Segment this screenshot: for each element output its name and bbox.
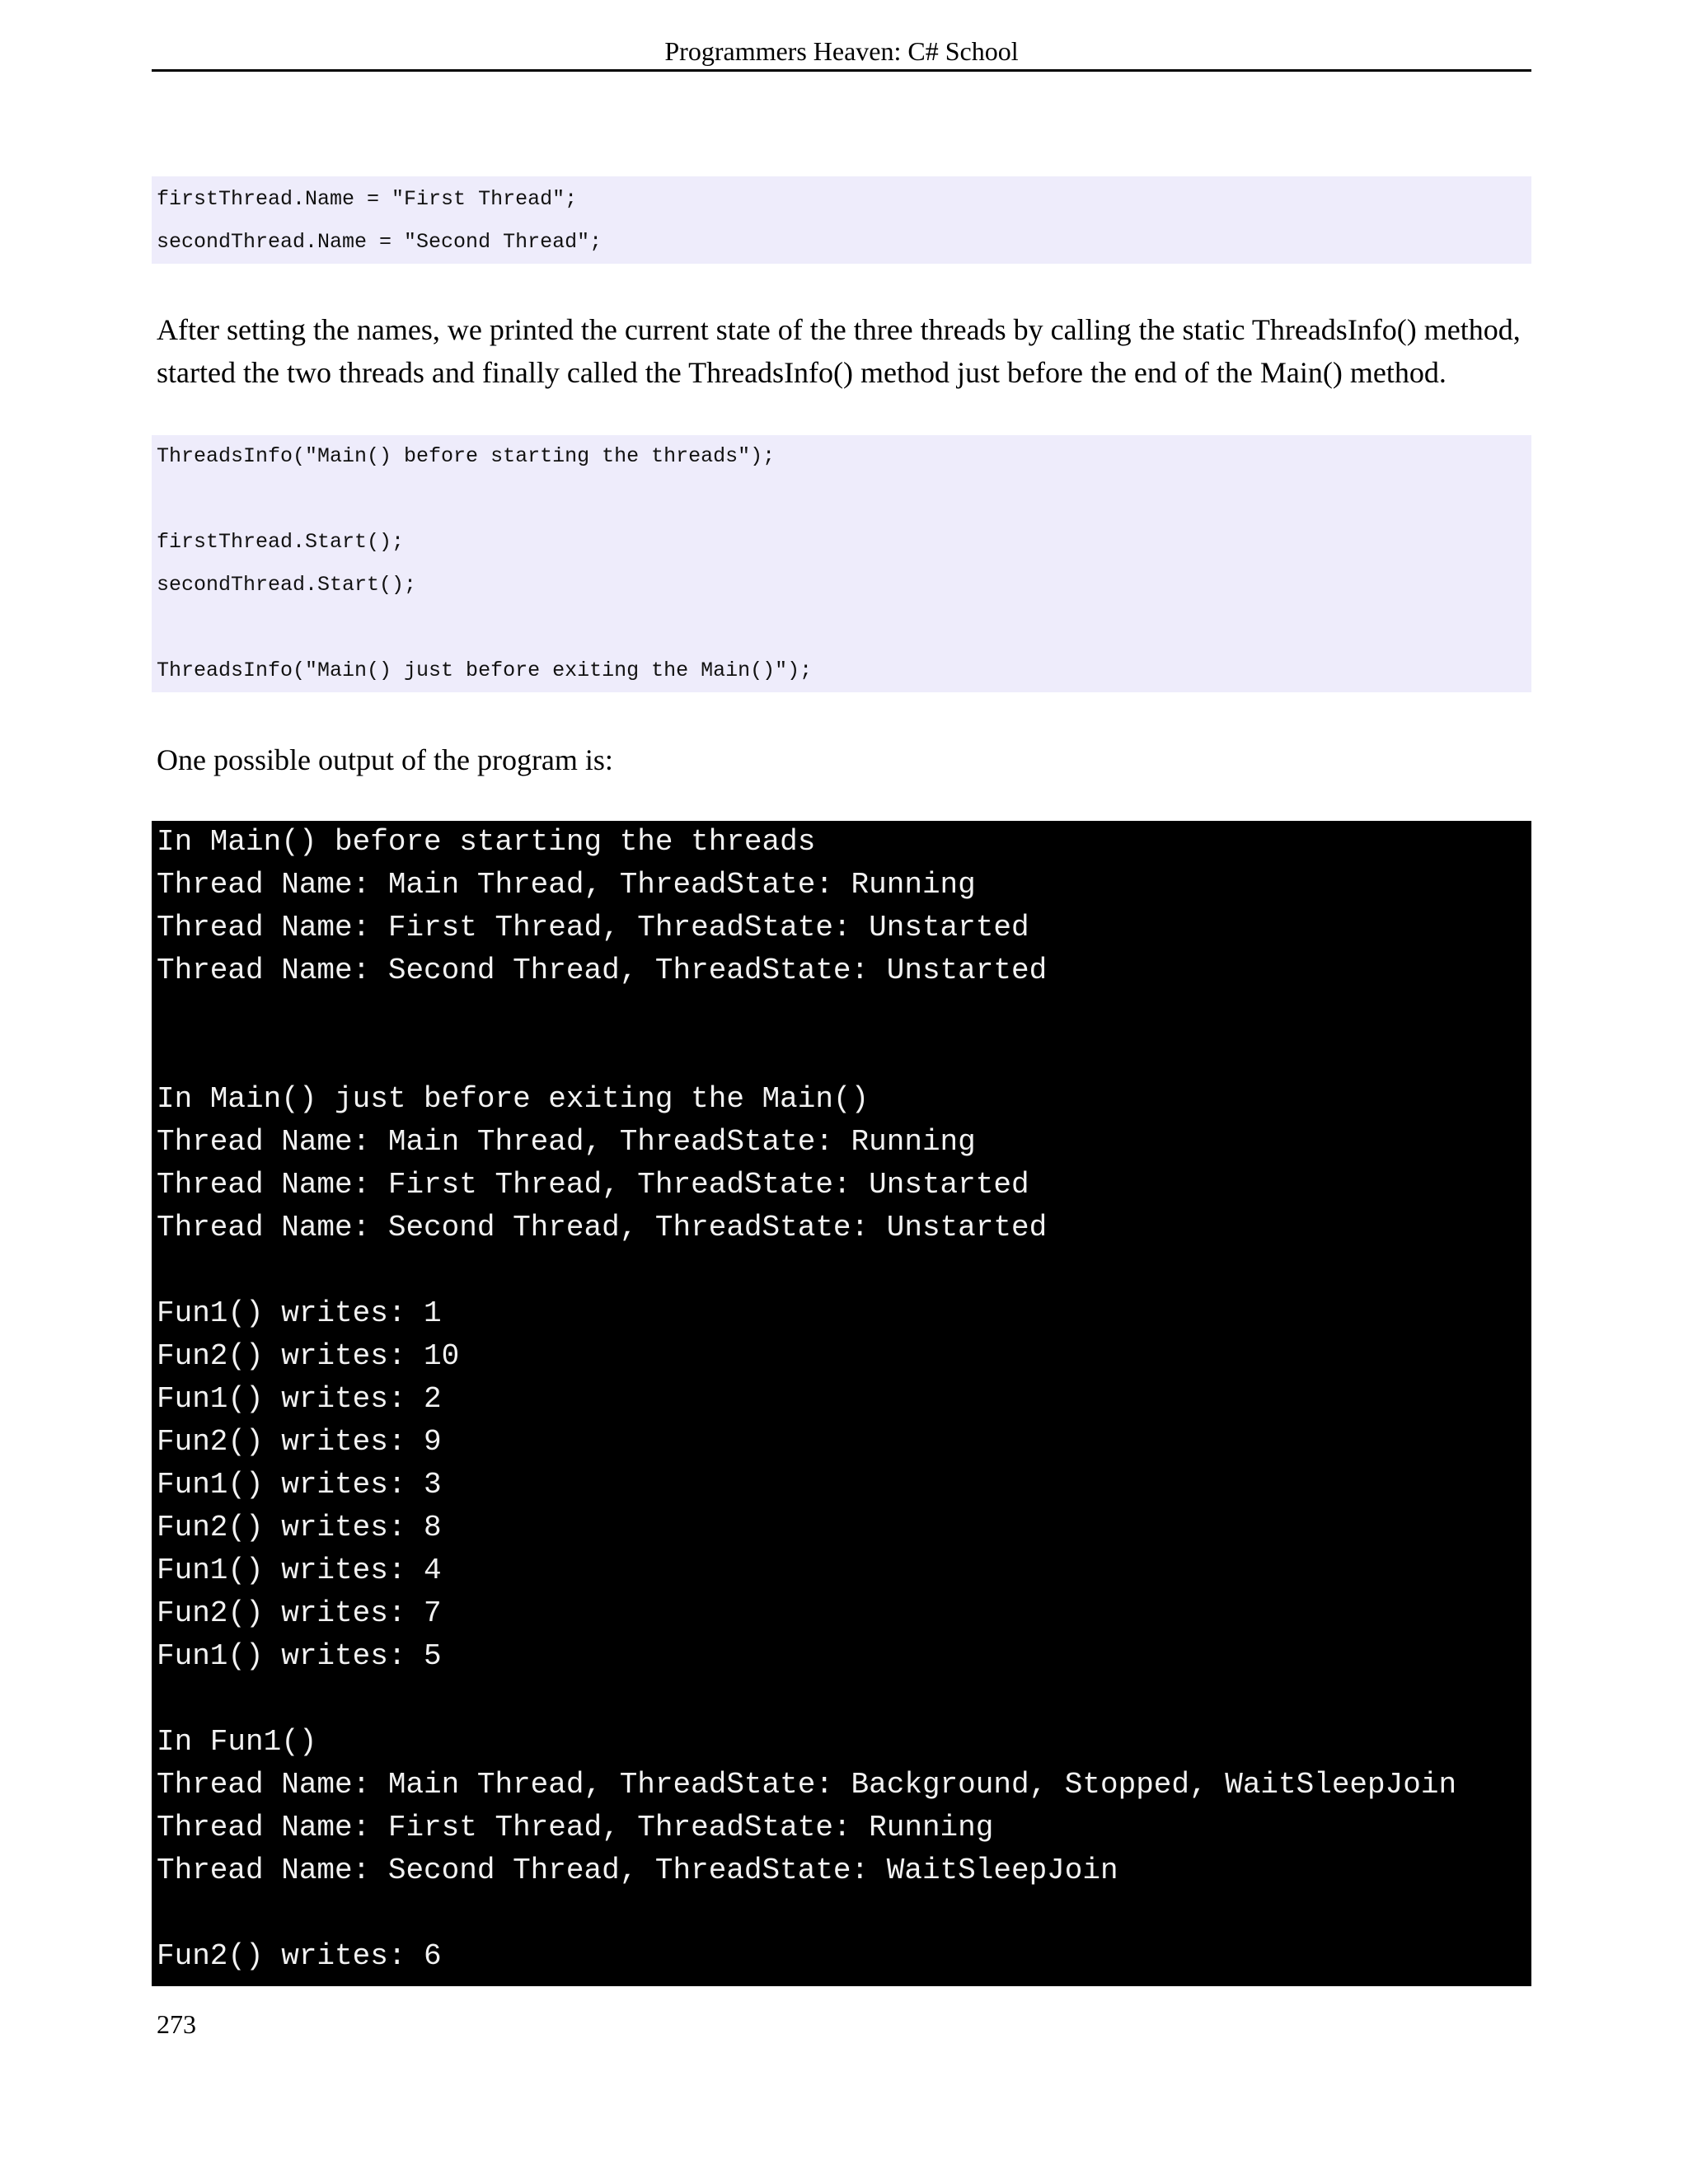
- code-line: [157, 607, 1526, 649]
- code-line: secondThread.Start();: [157, 573, 417, 597]
- console-line: [157, 992, 1526, 1035]
- console-output: [152, 821, 1531, 1986]
- page-number: 273: [157, 2009, 196, 2039]
- header-divider: [152, 69, 1531, 72]
- console-line: Thread Name: Main Thread, ThreadState: Running: [157, 868, 976, 902]
- console-line: Thread Name: First Thread, ThreadState: Running: [157, 1811, 994, 1844]
- console-line: In Fun1(): [157, 1725, 317, 1759]
- console-line: In Main() just before exiting the Main(): [157, 1082, 870, 1116]
- console-line: In Main() before starting the threads: [157, 825, 816, 859]
- console-line: Thread Name: Second Thread, ThreadState: Unstarted: [157, 1211, 1048, 1244]
- console-line: Fun1() writes: 2: [157, 1382, 442, 1416]
- code-block-start-threads: [152, 435, 1531, 692]
- console-line: [157, 1678, 1526, 1721]
- paragraph-threadsinfo-explanation: After setting the names, we printed the current state of the three threads by calling the static ThreadsInfo() method, started the two threads and finally called the ThreadsInfo() method just before the end of the Main() method.: [157, 313, 1521, 389]
- code-line: firstThread.Start();: [157, 530, 405, 554]
- console-line: Fun2() writes: 10: [157, 1339, 460, 1373]
- console-line: Thread Name: Main Thread, ThreadState: Background, Stopped, WaitSleepJoin: [157, 1768, 1457, 1802]
- console-line: [157, 1035, 1526, 1078]
- console-line: Thread Name: Second Thread, ThreadState: WaitSleepJoin: [157, 1854, 1118, 1887]
- console-line: Thread Name: Second Thread, ThreadState: Unstarted: [157, 954, 1048, 987]
- code-line: secondThread.Name = "Second Thread";: [157, 230, 603, 254]
- page-header-title: Programmers Heaven: C# School: [664, 36, 1019, 66]
- console-line: Fun2() writes: 7: [157, 1596, 442, 1630]
- console-line: Fun2() writes: 9: [157, 1425, 442, 1459]
- code-line: ThreadsInfo("Main() just before exiting the Main()");: [157, 658, 813, 682]
- console-line: Fun1() writes: 5: [157, 1639, 442, 1673]
- code-line: ThreadsInfo("Main() before starting the threads");: [157, 444, 776, 468]
- console-line: Thread Name: First Thread, ThreadState: Unstarted: [157, 911, 1029, 944]
- console-line: [157, 1249, 1526, 1292]
- console-line: Fun2() writes: 6: [157, 1939, 442, 1973]
- console-line: Fun1() writes: 1: [157, 1296, 442, 1330]
- console-line: Fun1() writes: 4: [157, 1554, 442, 1587]
- console-line: [157, 1892, 1526, 1935]
- console-line: Fun1() writes: 3: [157, 1468, 442, 1502]
- console-line: Fun2() writes: 8: [157, 1511, 442, 1544]
- code-line: [157, 478, 1526, 521]
- code-block-thread-names: [152, 176, 1531, 264]
- paragraph-output-intro: One possible output of the program is:: [157, 743, 613, 776]
- console-line: Thread Name: First Thread, ThreadState: Unstarted: [157, 1168, 1029, 1202]
- code-line: firstThread.Name = "First Thread";: [157, 187, 578, 211]
- console-line: Thread Name: Main Thread, ThreadState: Running: [157, 1125, 976, 1159]
